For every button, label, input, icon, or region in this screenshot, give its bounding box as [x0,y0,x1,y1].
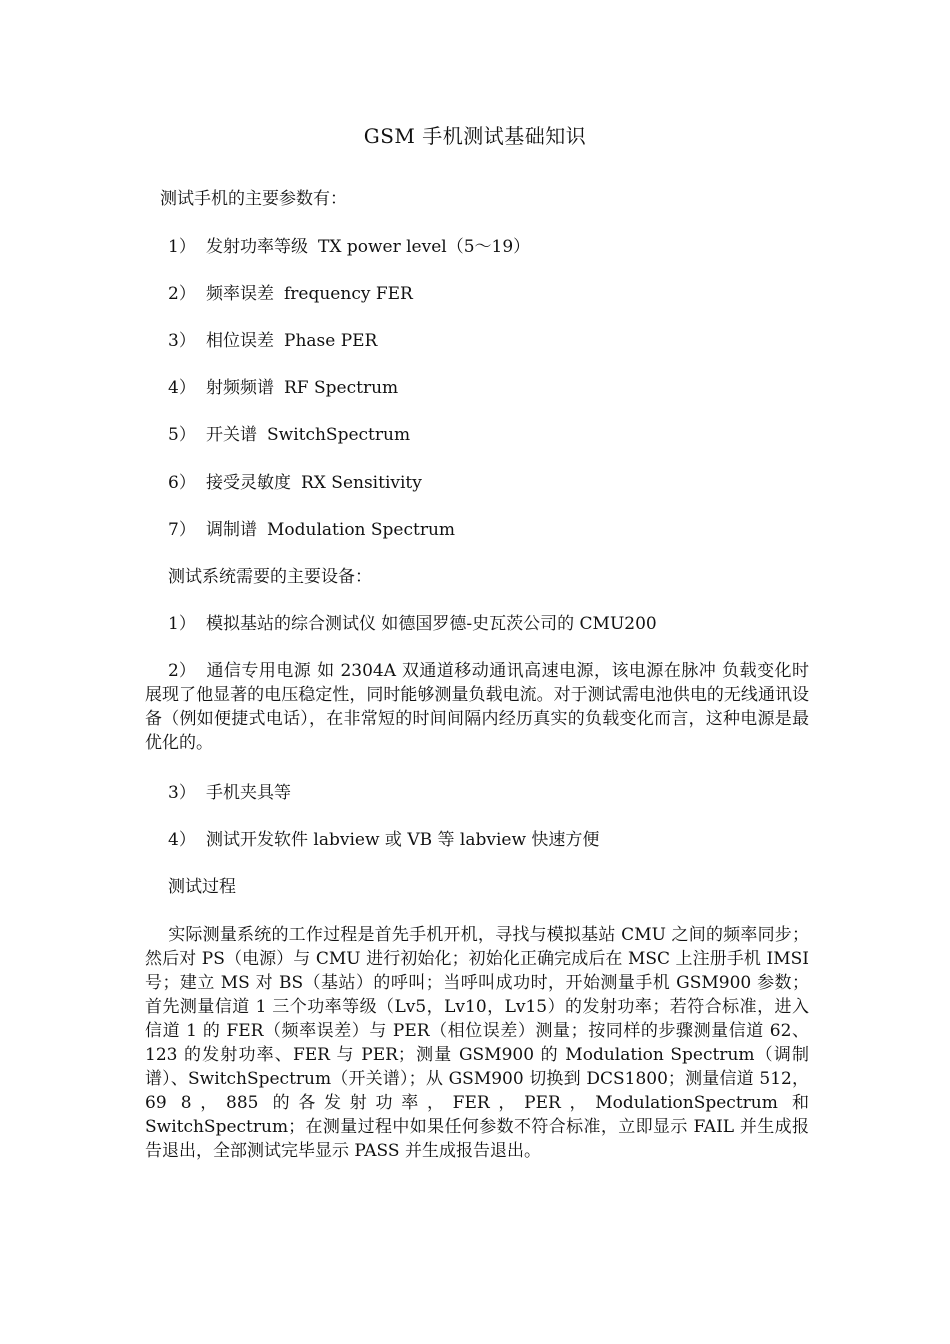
param-item [168,282,413,306]
param-cn: 调制谱 [206,520,257,540]
param-item [168,376,398,400]
equipment-item [168,828,599,852]
param-en: RX Sensitivity [301,473,422,493]
param-en: Phase PER [284,331,378,351]
param-en: TX power level（5～19） [318,237,531,257]
equipment-text: 手机夹具等 [206,783,291,803]
param-cn: 发射功率等级 [206,237,308,257]
param-item [168,471,422,495]
equipment-text: 通信专用电源 如 2304A 双通道移动通讯高速电源，该电源在脉冲 负载变化时展现了他显著的电压稳定性，同时能够测量负载电流。对于测试需电池供电的无线通讯设备（例如便捷式电话），在非常短的时间间隔内经历真实的负载变化而言，这种电源是最优化的。 [145,661,809,753]
param-cn: 接受灵敏度 [206,473,291,493]
param-number: 1） [168,237,196,257]
equipment-number: 2） [168,661,196,681]
param-cn: 频率误差 [206,284,274,304]
param-number: 6） [168,473,196,493]
equipment-item [168,781,291,805]
process-heading: 测试过程 [168,877,236,897]
param-en: Modulation Spectrum [267,520,456,540]
param-en: frequency FER [284,284,413,304]
param-number: 4） [168,378,196,398]
param-number: 7） [168,520,196,540]
params-intro: 测试手机的主要参数有： [160,189,347,209]
param-item [168,518,455,542]
param-item [168,423,410,447]
equipment-number: 1） [168,614,196,634]
param-cn: 射频频谱 [206,378,274,398]
equipment-number: 4） [168,830,196,850]
equipment-number: 3） [168,783,196,803]
param-item [168,235,530,259]
process-paragraph [145,923,809,1163]
param-number: 5） [168,425,196,445]
param-cn: 相位误差 [206,331,274,351]
equipment-text: 测试开发软件 labview 或 VB 等 labview 快速方便 [206,830,600,850]
equipment-item [145,659,809,755]
param-en: RF Spectrum [284,378,399,398]
equipment-item [168,612,657,636]
process-text: 实际测量系统的工作过程是首先手机开机，寻找与模拟基站 CMU 之间的频率同步；然后对 PS（电源）与 CMU 进行初始化；初始化正确完成后在 MSC 上注册手机 IMSI 号；建立 MS 对 BS（基站）的呼叫；当呼叫成功时，开始测量手机 GSM900 参数；首先测量信道 1 三个功率等级（Lv5，Lv10，Lv15）的发射功率；若符合标准，进入信道 1 的 FER（频率误差）与 PER（相位误差）测量；按同样的步骤测量信道 62、123 的发射功率、FER 与 PER；测量 GSM900 的 Modulation Spectrum（调制谱）、SwitchSpectrum（开关谱）；从 GSM900 切换到 DCS1800；测量信道 512，69 8，885 的各发射功率，FER，PER，ModulationSpectrum 和 SwitchSpectrum；在测量过程中如果任何参数不符合标准，立即显示 FAIL 并生成报告退出，全部测试完毕显示 PASS 并生成报告退出。 [145,925,809,1161]
param-item [168,329,377,353]
page-title: GSM 手机测试基础知识 [363,124,587,148]
param-cn: 开关谱 [206,425,257,445]
param-number: 3） [168,331,196,351]
param-en: SwitchSpectrum [267,425,411,445]
equipment-intro: 测试系统需要的主要设备： [168,567,372,587]
equipment-text: 模拟基站的综合测试仪 如德国罗德-史瓦茨公司的 CMU200 [206,614,657,634]
param-number: 2） [168,284,196,304]
